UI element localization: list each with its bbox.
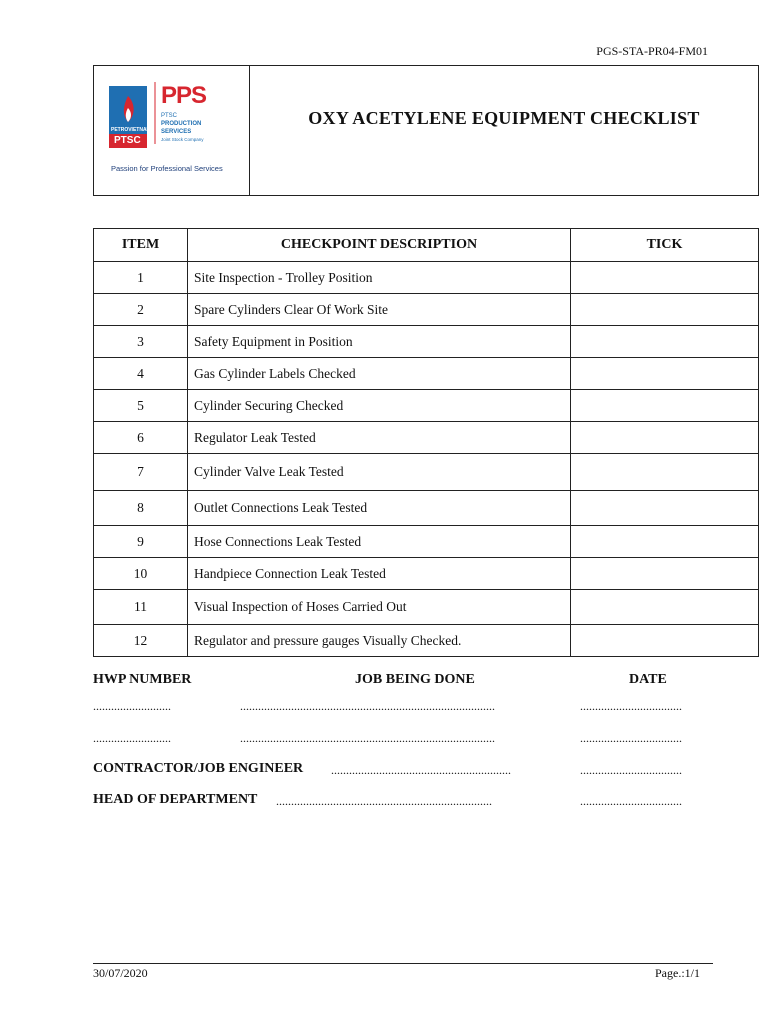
tick-cell[interactable] <box>571 326 759 358</box>
item-number: 1 <box>94 262 188 294</box>
footer-page-number: Page.:1/1 <box>655 966 700 980</box>
tick-cell[interactable] <box>571 294 759 326</box>
header-divider <box>249 66 250 195</box>
head-of-department-field[interactable]: ........................................................................ <box>276 794 492 808</box>
date-field[interactable]: .................................. <box>580 731 682 745</box>
checkpoint-description: Gas Cylinder Labels Checked <box>188 358 571 390</box>
table-row <box>94 326 759 358</box>
job-being-done-field[interactable]: ..................................................................................... <box>240 731 495 745</box>
table-row <box>94 358 759 390</box>
document-code: PGS-STA-PR04-FM01 <box>596 44 708 58</box>
item-number: 6 <box>94 422 188 454</box>
page-title: OXY ACETYLENE EQUIPMENT CHECKLIST <box>308 108 700 128</box>
logo-slogan: Passion for Professional Services <box>111 164 223 173</box>
table-row <box>94 422 759 454</box>
checkpoint-description: Site Inspection - Trolley Position <box>188 262 571 294</box>
column-header-description: CHECKPOINT DESCRIPTION <box>188 229 571 262</box>
logo-company-sub: Joint Stock Company <box>161 137 204 142</box>
item-number: 7 <box>94 454 188 491</box>
head-of-department-label: HEAD OF DEPARTMENT <box>93 792 258 807</box>
table-row <box>94 454 759 491</box>
checkpoint-description: Cylinder Securing Checked <box>188 390 571 422</box>
item-number: 10 <box>94 558 188 590</box>
logo-company-line: PRODUCTION <box>161 121 202 127</box>
table-row <box>94 590 759 625</box>
item-number: 9 <box>94 526 188 558</box>
checkpoint-description: Regulator and pressure gauges Visually Checked. <box>188 625 571 657</box>
item-number: 2 <box>94 294 188 326</box>
table-row <box>94 262 759 294</box>
tick-cell[interactable] <box>571 625 759 657</box>
item-number: 4 <box>94 358 188 390</box>
item-number: 5 <box>94 390 188 422</box>
job-being-done-label: JOB BEING DONE <box>355 672 475 687</box>
company-logo <box>109 82 234 182</box>
tick-cell[interactable] <box>571 558 759 590</box>
checkpoint-description: Visual Inspection of Hoses Carried Out <box>188 590 571 625</box>
item-number: 3 <box>94 326 188 358</box>
logo-pps-text: PPS <box>161 82 207 109</box>
head-of-department-date-field[interactable]: .................................. <box>580 794 682 808</box>
footer-divider <box>93 963 713 964</box>
checkpoint-description: Cylinder Valve Leak Tested <box>188 454 571 491</box>
hwp-number-field[interactable]: .......................... <box>93 699 171 713</box>
table-row <box>94 558 759 590</box>
contractor-engineer-label: CONTRACTOR/JOB ENGINEER <box>93 761 304 776</box>
tick-cell[interactable] <box>571 526 759 558</box>
logo-petrovietnam-text: PETROVIETNAM <box>111 127 151 133</box>
table-row <box>94 390 759 422</box>
column-header-tick: TICK <box>571 229 759 262</box>
logo-company-line: PTSC <box>161 113 178 119</box>
tick-cell[interactable] <box>571 590 759 625</box>
logo-company-name <box>161 112 204 144</box>
item-number: 8 <box>94 491 188 526</box>
logo-ptsc-text: PTSC <box>114 135 141 146</box>
contractor-engineer-field[interactable]: ............................................................ <box>331 763 511 777</box>
date-label: DATE <box>629 672 667 687</box>
checkpoint-description: Handpiece Connection Leak Tested <box>188 558 571 590</box>
table-row <box>94 625 759 657</box>
logo-company-line: SERVICES <box>161 129 192 135</box>
tick-cell[interactable] <box>571 491 759 526</box>
column-header-item: ITEM <box>94 229 188 262</box>
hwp-number-label: HWP NUMBER <box>93 672 192 687</box>
checkpoint-description: Safety Equipment in Position <box>188 326 571 358</box>
table-row <box>94 491 759 526</box>
tick-cell[interactable] <box>571 358 759 390</box>
header-box <box>93 65 759 196</box>
contractor-date-field[interactable]: .................................. <box>580 763 682 777</box>
checkpoint-description: Spare Cylinders Clear Of Work Site <box>188 294 571 326</box>
hwp-number-field[interactable]: .......................... <box>93 731 171 745</box>
table-header-row <box>94 229 759 262</box>
item-number: 11 <box>94 590 188 625</box>
tick-cell[interactable] <box>571 422 759 454</box>
tick-cell[interactable] <box>571 390 759 422</box>
table-row <box>94 526 759 558</box>
tick-cell[interactable] <box>571 454 759 491</box>
checklist-table <box>93 228 759 657</box>
date-field[interactable]: .................................. <box>580 699 682 713</box>
item-number: 12 <box>94 625 188 657</box>
checkpoint-description: Outlet Connections Leak Tested <box>188 491 571 526</box>
job-being-done-field[interactable]: ..................................................................................... <box>240 699 495 713</box>
tick-cell[interactable] <box>571 262 759 294</box>
checkpoint-description: Regulator Leak Tested <box>188 422 571 454</box>
checkpoint-description: Hose Connections Leak Tested <box>188 526 571 558</box>
footer-date: 30/07/2020 <box>93 966 148 980</box>
table-row <box>94 294 759 326</box>
